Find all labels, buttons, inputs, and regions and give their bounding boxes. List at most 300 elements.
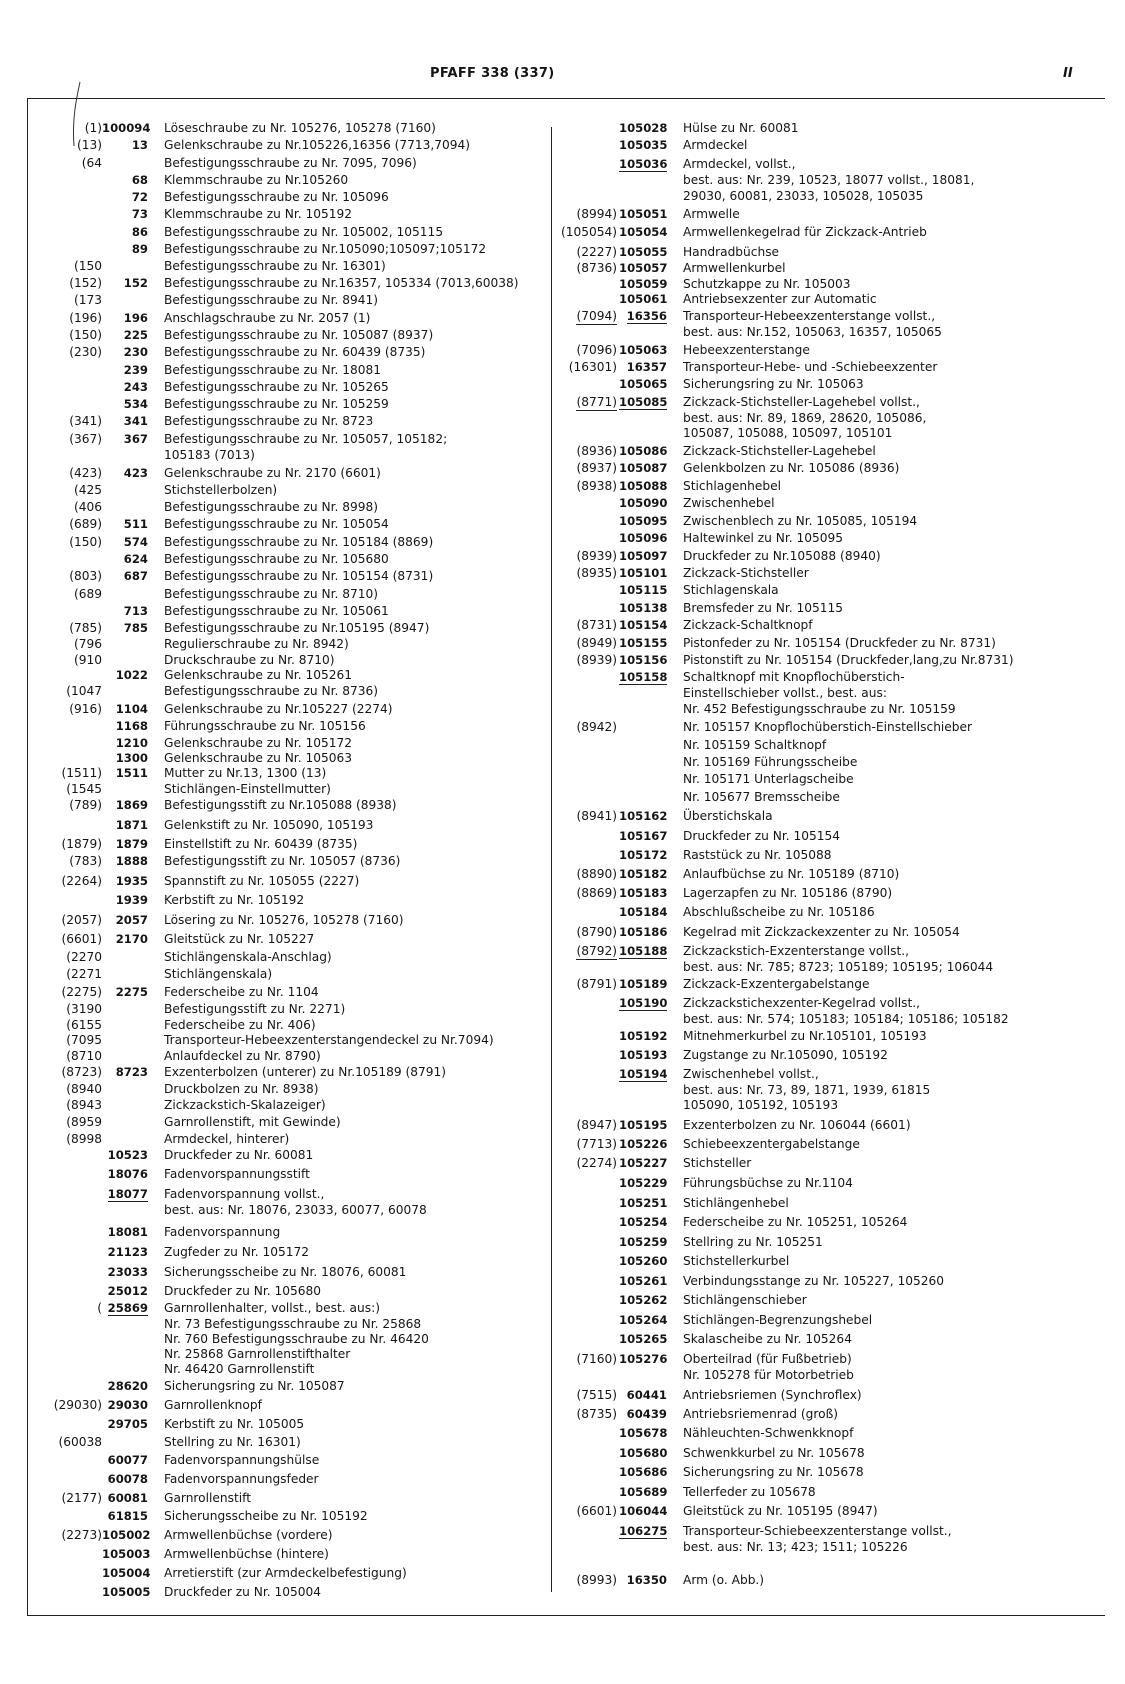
part-description: Federscheibe zu Nr. 105251, 105264 [683, 1215, 908, 1229]
old-part-reference: (1) [84, 121, 102, 135]
part-number [619, 394, 667, 410]
old-part-reference: (6155 [66, 1018, 102, 1032]
part-number [102, 1452, 148, 1468]
part-number-text: 13 [131, 138, 148, 152]
part-number [619, 808, 667, 824]
part-number [102, 912, 148, 928]
old-part-reference: (16301) [568, 360, 617, 374]
part-number [619, 206, 667, 222]
old-part-reference: (916) [69, 702, 102, 716]
part-number-text: 1939 [115, 893, 148, 907]
part-number [102, 206, 148, 222]
part-number [619, 548, 667, 564]
part-number [102, 327, 148, 343]
page-title: PFAFF 338 (337) [430, 66, 555, 81]
part-description: Druckbolzen zu Nr. 8938) [164, 1082, 319, 1096]
part-description: 105090, 105192, 105193 [683, 1098, 839, 1112]
part-number-text: 1871 [115, 818, 148, 832]
part-number-text: 105035 [619, 138, 668, 152]
part-description: Zugfeder zu Nr. 105172 [164, 1245, 309, 1259]
part-number [619, 885, 667, 901]
part-description: Druckfeder zu Nr. 105004 [164, 1585, 322, 1599]
part-number [102, 836, 148, 852]
part-number-text: 105154 [619, 618, 668, 632]
part-number-text: 73 [131, 207, 148, 221]
part-description: Fadenvorspannungsstift [164, 1167, 310, 1181]
part-description: Sicherungsring zu Nr. 105678 [683, 1465, 864, 1479]
part-description: Zickzack-Schaltknopf [683, 618, 813, 632]
part-description: Nr. 25868 Garnrollenstifthalter [164, 1347, 351, 1361]
part-number [619, 995, 667, 1011]
part-description: best. aus: Nr.152, 105063, 16357, 105065 [683, 325, 942, 339]
part-description: Befestigungsschraube zu Nr. 105057, 105182; [164, 432, 448, 446]
part-description: 29030, 60081, 23033, 105028, 105035 [683, 189, 924, 203]
part-description: Nr. 105169 Führungsscheibe [683, 755, 858, 769]
part-description: Stichlängenhebel [683, 1196, 789, 1210]
old-part-reference: (150 [73, 259, 102, 273]
old-part-reference: (173 [73, 293, 102, 307]
old-part-reference: (1545 [66, 782, 102, 796]
part-number [619, 582, 667, 598]
part-number [102, 413, 148, 429]
old-part-reference: (910 [73, 653, 102, 667]
part-description: Hebeexzenterstange [683, 343, 810, 357]
part-description: Befestigungsstift zu Nr.105088 (8938) [164, 798, 397, 812]
part-number [619, 600, 667, 616]
part-number [102, 1224, 148, 1240]
part-number-text: 105090 [619, 496, 668, 510]
part-number [619, 1253, 667, 1269]
part-description: Nr. 760 Befestigungsschraube zu Nr. 46420 [164, 1332, 429, 1346]
part-number-text: 16357 [626, 360, 667, 374]
part-number-text: 105155 [619, 636, 668, 650]
part-number [619, 1406, 667, 1422]
part-description: Stichlängenschieber [683, 1293, 807, 1307]
part-number-text: 60077 [107, 1453, 148, 1467]
part-description: Befestigungsschraube zu Nr. 105184 (8869) [164, 535, 434, 549]
old-part-reference: (8735) [576, 1407, 617, 1421]
part-number-text: 152 [123, 276, 148, 290]
part-description: Schwenkkurbel zu Nr. 105678 [683, 1446, 865, 1460]
part-number-text: 105680 [619, 1446, 668, 1460]
part-number [102, 797, 148, 813]
old-part-reference: (8939) [576, 549, 617, 563]
part-number [102, 931, 148, 947]
part-description: Befestigungsschraube zu Nr. 105096 [164, 190, 389, 204]
part-number [619, 1312, 667, 1328]
part-number [102, 1416, 148, 1432]
part-number-text: 105095 [619, 514, 668, 528]
old-part-reference: (150) [69, 535, 102, 549]
old-part-reference: (152) [69, 276, 102, 290]
part-description: Befestigungsschraube zu Nr. 7095, 7096) [164, 156, 417, 170]
part-number [619, 478, 667, 494]
part-description: Bremsfeder zu Nr. 105115 [683, 601, 844, 615]
part-description: Sicherungsring zu Nr. 105063 [683, 377, 864, 391]
part-number [102, 137, 148, 153]
part-description: Stichlängenskala-Anschlag) [164, 950, 332, 964]
part-description: Lösering zu Nr. 105276, 105278 (7160) [164, 913, 404, 927]
part-number [619, 828, 667, 844]
part-number [619, 1195, 667, 1211]
part-description: Antriebsexzenter zur Automatic [683, 292, 877, 306]
part-description: 105087, 105088, 105097, 105101 [683, 426, 893, 440]
old-part-reference: (8942) [576, 720, 617, 734]
part-description: Regulierschraube zu Nr. 8942) [164, 637, 349, 651]
part-description: Arretierstift (zur Armdeckelbefestigung) [164, 1566, 407, 1580]
old-part-reference: (789) [69, 798, 102, 812]
part-description: Klemmschraube zu Nr. 105192 [164, 207, 352, 221]
part-description: Schutzkappe zu Nr. 105003 [683, 277, 851, 291]
part-number-text: 105096 [619, 531, 668, 545]
part-number-text: 105003 [102, 1547, 151, 1561]
part-description: Gelenkschraube zu Nr. 105063 [164, 751, 352, 765]
part-number-text: 574 [123, 535, 148, 549]
part-description: Kegelrad mit Zickzackexzenter zu Nr. 105054 [683, 925, 960, 939]
part-number [619, 1503, 667, 1519]
part-description: Gelenkschraube zu Nr. 105261 [164, 668, 352, 682]
old-part-reference: (3190 [66, 1002, 102, 1016]
part-number [619, 291, 667, 307]
part-number-text: 72 [131, 190, 148, 204]
part-description: Sicherungsscheibe zu Nr. 105192 [164, 1509, 368, 1523]
part-number [102, 718, 148, 734]
part-number [102, 853, 148, 869]
part-description: Gelenkbolzen zu Nr. 105086 (8936) [683, 461, 900, 475]
part-description: Nr. 46420 Garnrollenstift [164, 1362, 315, 1376]
part-number [102, 1508, 148, 1524]
part-number [619, 120, 667, 136]
old-part-reference: (8947) [576, 1118, 617, 1132]
part-number [619, 943, 667, 959]
part-description: Befestigungsschraube zu Nr. 8941) [164, 293, 379, 307]
part-number-text: 105264 [619, 1313, 668, 1327]
part-description: Befestigungsschraube zu Nr. 18081 [164, 363, 382, 377]
part-number-text: 16350 [626, 1573, 667, 1587]
part-number [619, 847, 667, 863]
part-number-text: 23033 [107, 1265, 148, 1279]
part-description: Exzenterbolzen zu Nr. 106044 (6601) [683, 1118, 911, 1132]
part-number [102, 1546, 151, 1562]
part-number-text: 105088 [619, 479, 668, 493]
part-description: Pistonfeder zu Nr. 105154 (Druckfeder zu Nr. 8731) [683, 636, 996, 650]
part-description: Pistonstift zu Nr. 105154 (Druckfeder,lang,zu Nr.8731) [683, 653, 1014, 667]
part-description: Sicherungsscheibe zu Nr. 18076, 60081 [164, 1265, 407, 1279]
part-description: Garnrollenhalter, vollst., best. aus:) [164, 1301, 380, 1315]
part-number-text: 105036 [619, 157, 668, 171]
part-description: Zickzack-Stichsteller-Lagehebel vollst., [683, 395, 920, 409]
part-description: Befestigungsstift zu Nr. 2271) [164, 1002, 346, 1016]
old-part-reference: (8939) [576, 653, 617, 667]
part-description: Gelenkschraube zu Nr. 2170 (6601) [164, 466, 381, 480]
old-part-reference: (6601) [576, 1504, 617, 1518]
part-number [102, 765, 148, 781]
part-description: Stichstellerbolzen) [164, 483, 278, 497]
part-description: Stichsteller [683, 1156, 752, 1170]
part-number [619, 635, 667, 651]
part-number-text: 2275 [115, 985, 148, 999]
part-number-text: 105260 [619, 1254, 668, 1268]
old-part-reference: (785) [69, 621, 102, 635]
old-part-reference: (8938) [576, 479, 617, 493]
old-part-reference: (423) [69, 466, 102, 480]
part-number-text: 105192 [619, 1029, 668, 1043]
part-number [102, 620, 148, 636]
part-number-text: 230 [123, 345, 148, 359]
part-description: Haltewinkel zu Nr. 105095 [683, 531, 844, 545]
part-description: Zwischenhebel [683, 496, 775, 510]
part-description: Gelenkstift zu Nr. 105090, 105193 [164, 818, 374, 832]
part-number-text: 687 [123, 569, 148, 583]
part-description: Druckfeder zu Nr.105088 (8940) [683, 549, 881, 563]
part-number-text: 105115 [619, 583, 668, 597]
part-description: Lagerzapfen zu Nr. 105186 (8790) [683, 886, 893, 900]
part-description: Druckfeder zu Nr. 60081 [164, 1148, 314, 1162]
part-number-text: 105229 [619, 1176, 668, 1190]
part-description: Befestigungsschraube zu Nr. 8736) [164, 684, 379, 698]
part-number-text: 105186 [619, 925, 668, 939]
part-description: Anlaufdeckel zu Nr. 8790) [164, 1049, 321, 1063]
part-description: Nr. 73 Befestigungsschraube zu Nr. 25868 [164, 1317, 422, 1331]
part-number [102, 667, 148, 683]
part-number [102, 1378, 148, 1394]
part-number-text: 100094 [102, 121, 151, 135]
part-number [102, 172, 148, 188]
part-description: Zickzack-Stichsteller-Lagehebel [683, 444, 876, 458]
old-part-reference: (1047 [66, 684, 102, 698]
part-number-text: 1888 [115, 854, 148, 868]
old-part-reference: (8935) [576, 566, 617, 580]
part-description: Stellring zu Nr. 16301) [164, 1435, 301, 1449]
part-number [619, 1572, 667, 1588]
part-number-text: 105055 [619, 245, 668, 259]
part-description: Schaltknopf mit Knopflochüberstich- [683, 670, 905, 684]
part-description: Zickzack-Stichsteller [683, 566, 809, 580]
part-number [102, 241, 148, 257]
part-number [102, 1471, 148, 1487]
part-description: Armdeckel, hinterer) [164, 1132, 290, 1146]
old-part-reference: (230) [69, 345, 102, 359]
part-description: Zwischenblech zu Nr. 105085, 105194 [683, 514, 918, 528]
part-description: Antriebsriemen (Synchroflex) [683, 1388, 862, 1402]
part-number [619, 617, 667, 633]
part-number-text: 105262 [619, 1293, 668, 1307]
part-description: Befestigungsschraube zu Nr. 8723 [164, 414, 374, 428]
part-description: Nr. 105278 für Motorbetrieb [683, 1368, 854, 1382]
part-description: Befestigungsschraube zu Nr. 105259 [164, 397, 389, 411]
old-part-reference: (8731) [576, 618, 617, 632]
part-description: Armwelle [683, 207, 740, 221]
part-number-text: 105028 [619, 121, 668, 135]
part-number-text: 239 [123, 363, 148, 377]
old-part-reference: ( [97, 1301, 102, 1315]
part-description: Befestigungsstift zu Nr. 105057 (8736) [164, 854, 401, 868]
part-number-text: 105254 [619, 1215, 668, 1229]
part-description: Nr. 105157 Knopflochüberstich-Einstellschieber [683, 720, 973, 734]
part-number [619, 443, 667, 459]
part-description: Befestigungsschraube zu Nr. 8710) [164, 587, 379, 601]
part-number [102, 817, 148, 833]
part-number [102, 1244, 148, 1260]
old-part-reference: (8771) [576, 395, 617, 409]
part-description: Befestigungsschraube zu Nr. 60439 (8735) [164, 345, 426, 359]
part-number-text: 105259 [619, 1235, 668, 1249]
part-description: Stichstellerkurbel [683, 1254, 790, 1268]
part-description: Nr. 105159 Schaltknopf [683, 738, 827, 752]
part-number-text: 8723 [115, 1065, 148, 1079]
old-part-reference: (13) [76, 138, 102, 152]
part-number [619, 1117, 667, 1133]
part-number [102, 431, 148, 447]
page-header [0, 66, 1125, 88]
part-number-text: 1935 [115, 874, 148, 888]
part-number [102, 1300, 148, 1316]
part-number-text: 105167 [619, 829, 668, 843]
part-description: Federscheibe zu Nr. 406) [164, 1018, 316, 1032]
part-description: Armdeckel [683, 138, 748, 152]
part-number-text: 105172 [619, 848, 668, 862]
part-number-text: 105063 [619, 343, 668, 357]
part-number-text: 18081 [107, 1225, 148, 1239]
part-description: Anlaufbüchse zu Nr. 105189 (8710) [683, 867, 900, 881]
part-description: Tellerfeder zu 105678 [683, 1485, 816, 1499]
part-number-text: 105101 [619, 566, 668, 580]
part-number [619, 376, 667, 392]
part-number [619, 1331, 667, 1347]
old-part-reference: (2264) [61, 874, 102, 888]
part-number [619, 1523, 667, 1539]
part-description: Raststück zu Nr. 105088 [683, 848, 832, 862]
part-number [619, 1445, 667, 1461]
part-number [619, 308, 667, 324]
part-description: Hülse zu Nr. 60081 [683, 121, 799, 135]
part-number-text: 196 [123, 311, 148, 325]
part-description: Verbindungsstange zu Nr. 105227, 105260 [683, 1274, 944, 1288]
part-description: Stichlängenskala) [164, 967, 273, 981]
part-number [619, 1234, 667, 1250]
part-number-text: 105138 [619, 601, 668, 615]
part-description: Antriebsriemenrad (groß) [683, 1407, 839, 1421]
part-number-text: 1168 [115, 719, 148, 733]
old-part-reference: (8792) [576, 944, 617, 958]
part-number [102, 1264, 148, 1280]
old-part-reference: (8959 [66, 1115, 102, 1129]
part-number-text: 89 [131, 242, 148, 256]
part-description: Befestigungsschraube zu Nr.16357, 105334 (7013,60038) [164, 276, 519, 290]
part-number-text: 105097 [619, 549, 668, 563]
old-part-reference: (803) [69, 569, 102, 583]
part-description: Befestigungsschraube zu Nr. 8998) [164, 500, 379, 514]
old-part-reference: (8936) [576, 444, 617, 458]
old-part-reference: (64 [81, 156, 102, 170]
part-description: Skalascheibe zu Nr. 105264 [683, 1332, 852, 1346]
old-part-reference: (7160) [576, 1352, 617, 1366]
part-description: Anschlagschraube zu Nr. 2057 (1) [164, 311, 371, 325]
part-number-text: 18076 [107, 1167, 148, 1181]
part-description: Einstellschieber vollst., best. aus: [683, 686, 887, 700]
part-description: Zugstange zu Nr.105090, 105192 [683, 1048, 888, 1062]
part-number [102, 379, 148, 395]
part-number-text: 105087 [619, 461, 668, 475]
part-description: Garnrollenstift [164, 1491, 251, 1505]
old-part-reference: (2227) [576, 245, 617, 259]
part-description: Befestigungsschraube zu Nr. 105680 [164, 552, 389, 566]
part-number-text: 105086 [619, 444, 668, 458]
part-number-text: 29030 [107, 1398, 148, 1412]
part-description: Kerbstift zu Nr. 105192 [164, 893, 305, 907]
part-number-text: 1300 [115, 751, 148, 765]
old-part-reference: (796 [73, 637, 102, 651]
part-number-text: 105057 [619, 261, 668, 275]
part-number-text: 624 [123, 552, 148, 566]
part-description: Gelenkschraube zu Nr.105227 (2274) [164, 702, 393, 716]
part-number [619, 1351, 667, 1367]
part-number-text: 1869 [115, 798, 148, 812]
part-number [619, 1175, 667, 1191]
old-part-reference: (8993) [576, 1573, 617, 1587]
part-description: Nähleuchten-Schwenkknopf [683, 1426, 854, 1440]
part-number [619, 137, 667, 153]
part-number-text: 105085 [619, 395, 668, 409]
part-number [619, 1484, 667, 1500]
part-description: Stichlängen-Begrenzungshebel [683, 1313, 873, 1327]
part-number-text: 713 [123, 604, 148, 618]
part-description: Exzenterbolzen (unterer) zu Nr.105189 (8791) [164, 1065, 447, 1079]
part-description: Fadenvorspannungshülse [164, 1453, 320, 1467]
part-description: Stichlängen-Einstellmutter) [164, 782, 331, 796]
part-description: best. aus: Nr. 785; 8723; 105189; 105195; 106044 [683, 960, 994, 974]
old-part-reference: (8941) [576, 809, 617, 823]
old-part-reference: (8890) [576, 867, 617, 881]
part-number [619, 1028, 667, 1044]
part-number-text: 60078 [107, 1472, 148, 1486]
part-number-text: 105194 [619, 1067, 668, 1081]
old-part-reference: (2177) [61, 1491, 102, 1505]
part-number [102, 1584, 151, 1600]
old-part-reference: (2271 [66, 967, 102, 981]
part-number [619, 342, 667, 358]
part-number-text: 341 [123, 414, 148, 428]
part-number-text: 105158 [619, 670, 668, 684]
part-description: Befestigungsschraube zu Nr. 105087 (8937) [164, 328, 434, 342]
old-part-reference: (2270 [66, 950, 102, 964]
part-description: Befestigungsschraube zu Nr. 16301) [164, 259, 386, 273]
part-number [102, 1147, 148, 1163]
part-description: Zwischenhebel vollst., [683, 1067, 819, 1081]
part-description: Nr. 105171 Unterlagscheibe [683, 772, 854, 786]
part-number-text: 2170 [115, 932, 148, 946]
part-description: Gelenkschraube zu Nr.105226,16356 (7713,7094) [164, 138, 471, 152]
part-number-text: 105002 [102, 1528, 151, 1542]
old-part-reference: (7096) [576, 343, 617, 357]
part-number-text: 225 [123, 328, 148, 342]
part-number [102, 224, 148, 240]
part-number-text: 105678 [619, 1426, 668, 1440]
part-description: Nr. 105677 Bremsscheibe [683, 790, 840, 804]
part-description: Druckschraube zu Nr. 8710) [164, 653, 335, 667]
part-number-text: 105251 [619, 1196, 668, 1210]
part-number-text: 105061 [619, 292, 668, 306]
old-part-reference: (8790) [576, 925, 617, 939]
part-description: Mutter zu Nr.13, 1300 (13) [164, 766, 327, 780]
part-number-text: 105188 [619, 944, 668, 958]
part-number [619, 1425, 667, 1441]
old-part-reference: (7094) [576, 309, 617, 323]
part-number-text: 86 [131, 225, 148, 239]
part-number-text: 105051 [619, 207, 668, 221]
part-number-text: 105195 [619, 1118, 668, 1132]
part-number-text: 105226 [619, 1137, 668, 1151]
